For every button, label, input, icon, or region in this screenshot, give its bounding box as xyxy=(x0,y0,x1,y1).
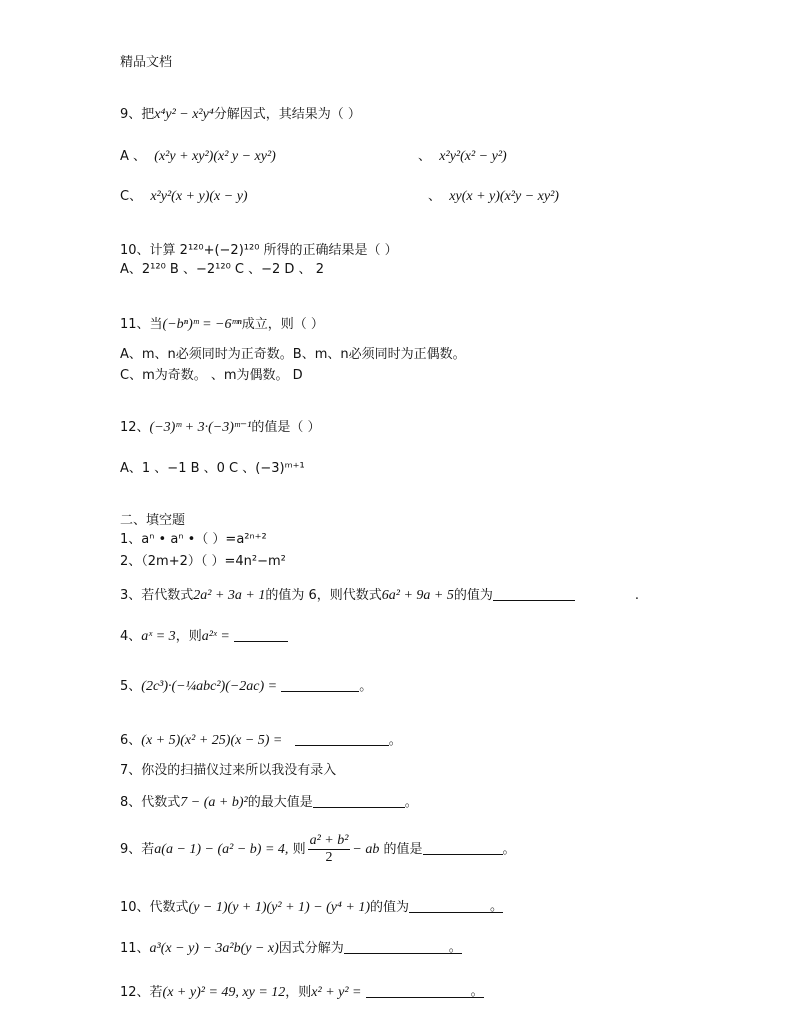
fill-7: 7、你没的扫描仪过来所以我没有录入 xyxy=(120,763,337,778)
fill-2: 2、（2m+2）（ ）=4n²−m² xyxy=(120,554,286,569)
answer-blank[interactable]: 。 xyxy=(409,900,503,913)
fill-8: 8、代数式7 − (a + b)²的最大值是 。 xyxy=(120,795,418,810)
q12-expr: (−3)ᵐ + 3·(−3)ᵐ⁻¹ xyxy=(149,420,252,435)
fill-10: 10、代数式(y − 1)(y + 1)(y² + 1) − (y⁴ + 1)的值为 。 xyxy=(120,899,504,915)
fill-9: 9、若a(a − 1) − (a² − b) = 4, 则 $\frac{\text{a² + b²}}{2}$ − ab 的值是 。 xyxy=(120,833,516,865)
fill-3: 3、若代数式2a² + 3a + 1的值为 6，则代数式6a² + 9a + 5的值为 . xyxy=(120,588,640,603)
answer-blank[interactable]: 。 xyxy=(366,985,484,998)
fill-4: 4、aˣ = 3，则a²ˣ = xyxy=(120,629,288,644)
question-11: 11、当(−bⁿ)ᵐ = −6ᵐⁿ成立，则（ ） xyxy=(120,317,324,332)
page-header: 精品文档 xyxy=(120,55,173,70)
answer-blank[interactable] xyxy=(493,588,575,601)
question-12: 12、(−3)ᵐ + 3·(−3)ᵐ⁻¹的值是（ ） xyxy=(120,420,321,435)
fraction: $\frac{\text{a² + b²}}{2}$ xyxy=(309,833,349,865)
question-10: 10、计算 2¹²⁰+(−2)¹²⁰ 所得的正确结果是（ ） xyxy=(120,243,398,258)
q9-option-b: 、 x²y²(x² − y²) xyxy=(418,149,507,164)
fill-12: 12、若(x + y)² = 49, xy = 12，则x² + y² = 。 xyxy=(120,984,484,1000)
q9-text: 分解因式，其结果为（ ） xyxy=(213,107,361,122)
answer-blank[interactable]: 。 xyxy=(344,941,462,954)
q9-option-d: 、 xy(x + y)(x²y − xy²) xyxy=(428,189,559,204)
q9-option-a: A 、 (x²y + xy²)(x² y − xy²) xyxy=(120,149,276,164)
fill-5: 5、(2c³)·(−¼abc²)(−2ac) = 。 xyxy=(120,679,373,694)
q10-options: A、2¹²⁰ B 、−2¹²⁰ C 、−2 D 、 2 xyxy=(120,262,324,277)
fill-1: 1、aⁿ • aⁿ •（ ）=a²ⁿ⁺² xyxy=(120,532,267,547)
fill-11: 11、a³(x − y) − 3a²b(y − x)因式分解为 。 xyxy=(120,940,462,956)
q9-expr: x⁴y² − x²y⁴ xyxy=(154,107,214,122)
answer-blank[interactable] xyxy=(234,629,288,642)
answer-blank[interactable] xyxy=(423,842,503,855)
q12-options: A、1 、−1 B 、0 C 、(−3)ᵐ⁺¹ xyxy=(120,461,305,476)
answer-blank[interactable] xyxy=(295,733,389,746)
answer-blank[interactable] xyxy=(313,795,405,808)
q11-expr: (−bⁿ)ᵐ = −6ᵐⁿ xyxy=(162,317,242,332)
q9-option-c: C、 x²y²(x + y)(x − y) xyxy=(120,189,248,204)
q11-options-line-2: C、m为奇数。 、m为偶数。 D xyxy=(120,368,303,383)
q11-options-line-1: A、m、n必须同时为正奇数。B、m、n必须同时为正偶数。 xyxy=(120,347,466,362)
fill-6: 6、(x + 5)(x² + 25)(x − 5) = 。 xyxy=(120,733,402,748)
answer-blank[interactable] xyxy=(281,679,359,692)
question-9 xyxy=(120,108,361,122)
q9-label: 9、把 xyxy=(120,107,155,122)
section-2-title: 二、填空题 xyxy=(120,513,186,528)
